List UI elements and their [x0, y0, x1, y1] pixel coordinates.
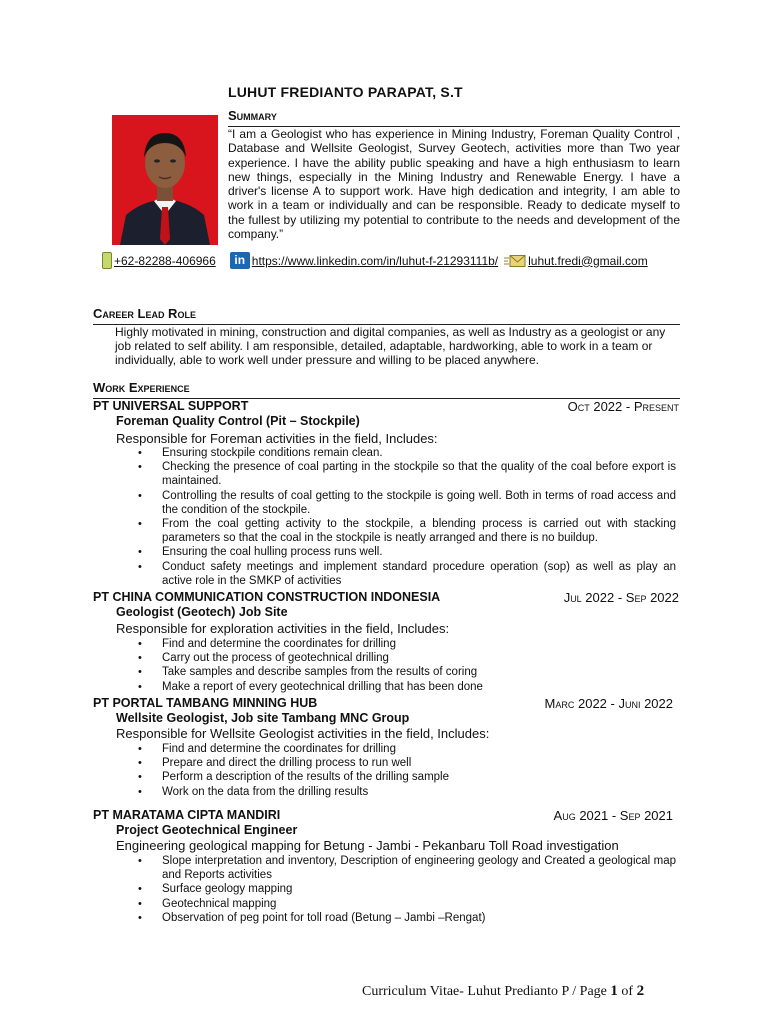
- career-heading: Career Lead Role: [93, 306, 196, 321]
- list-item: • Take samples and describe samples from the results of coring: [116, 665, 676, 679]
- job-date: Oct 2022 - Present: [567, 399, 679, 414]
- linkedin-icon: in: [230, 252, 250, 269]
- list-item: • Make a report of every geotechnical drilling that has been done: [116, 680, 676, 694]
- phone-number[interactable]: +62-82288-406966: [114, 253, 216, 268]
- job-role: Project Geotechnical Engineer: [116, 823, 298, 837]
- job-duties: [116, 854, 676, 925]
- job-role: Wellsite Geologist, Job site Tambang MNC Group: [116, 711, 410, 725]
- page-total: 2: [636, 983, 645, 999]
- job-company: [93, 696, 679, 710]
- list-item: • Perform a description of the results of the drilling sample: [116, 770, 676, 784]
- job-duties: [116, 637, 676, 694]
- job-company: [93, 590, 679, 604]
- phone-icon: [102, 252, 112, 269]
- list-item: • Carry out the process of geotechnical drilling: [116, 651, 676, 665]
- job-responsibility: Engineering geological mapping for Betung - Jambi - Pekanbaru Toll Road investigation: [116, 838, 619, 853]
- company-name: PT MARATAMA CIPTA MANDIRI: [93, 808, 281, 822]
- contact-line: [102, 252, 692, 269]
- summary-heading: Summary: [228, 108, 277, 123]
- page-footer: [362, 983, 644, 1000]
- job-responsibility: Responsible for exploration activities in the field, Includes:: [116, 621, 450, 636]
- job-responsibility: Responsible for Wellsite Geologist activities in the field, Includes:: [116, 726, 490, 741]
- list-item: • Slope interpretation and inventory, Description of engineering geology and Created a geological map and Reports activities: [116, 854, 676, 882]
- job-date: Marc 2022 - Juni 2022: [544, 696, 673, 711]
- list-item: • Prepare and direct the drilling process to run well: [116, 756, 676, 770]
- job-duties: [116, 446, 676, 588]
- company-name: PT CHINA COMMUNICATION CONSTRUCTION INDONESIA: [93, 590, 441, 604]
- list-item: • From the coal getting activity to the stockpile, a blending process is carried out with stacking parameters so that the coal in the stockpile is neatly arranged and there is no buildup.: [116, 517, 676, 545]
- mail-icon: [504, 255, 526, 267]
- job-company: [93, 399, 679, 413]
- list-item: • Conduct safety meetings and implement standard procedure operation (sop) as well as play an active role in the SMKP of activities: [116, 560, 676, 588]
- list-item: • Work on the data from the drilling results: [116, 785, 676, 799]
- list-item: • Ensuring stockpile conditions remain clean.: [116, 446, 676, 460]
- list-item: • Observation of peg point for toll road (Betung – Jambi –Rengat): [116, 911, 676, 925]
- linkedin-link[interactable]: https://www.linkedin.com/in/luhut-f-21293111b/: [251, 253, 499, 268]
- footer-of: of: [617, 984, 637, 999]
- summary-text: “I am a Geologist who has experience in Mining Industry, Foreman Quality Control , Database and Wellsite Geologist, Survey Geotech, activities more than Two year experience. I have the ability public speaking and have a high enthusiasm to learn new things, especially in the Mining Industry and Renewable Energy. I have a driver's license A to support work. Have high dedication and integrity, I am able to work in a team or individually and can be responsible. Ready to dedicate myself to the fullest by utilizing my potential to contribute to the needs and development of the company.”: [228, 127, 680, 242]
- list-item: • Ensuring the coal hulling process runs well.: [116, 545, 676, 559]
- job-duties: [116, 742, 676, 799]
- job-role: Foreman Quality Control (Pit – Stockpile): [116, 414, 360, 428]
- list-item: • Geotechnical mapping: [116, 897, 676, 911]
- list-item: • Find and determine the coordinates for drilling: [116, 742, 676, 756]
- list-item: • Controlling the results of coal getting to the stockpile is going well. Both in terms of road access and the condition of the stockpile.: [116, 489, 676, 517]
- company-name: PT UNIVERSAL SUPPORT: [93, 399, 249, 413]
- job-date: Jul 2022 - Sep 2022: [563, 590, 679, 605]
- job-role: Geologist (Geotech) Job Site: [116, 605, 288, 619]
- candidate-name: LUHUT FREDIANTO PARAPAT, S.T: [228, 84, 463, 100]
- work-heading: Work Experience: [93, 380, 190, 395]
- footer-text: Curriculum Vitae- Luhut Predianto P / Page: [362, 984, 611, 999]
- job-date: Aug 2021 - Sep 2021: [553, 808, 673, 823]
- list-item: • Surface geology mapping: [116, 882, 676, 896]
- page-number: 1: [610, 983, 618, 999]
- career-text: Highly motivated in mining, construction and digital companies, as well as Industry as a geologist or any job related to self ability. I am responsible, detailed, adaptable, hardworking, able to work in a team or individually, able to work well under pressure and willing to be placed anywhere.: [115, 325, 666, 367]
- company-name: PT PORTAL TAMBANG MINNING HUB: [93, 696, 318, 710]
- list-item: • Checking the presence of coal parting in the stockpile so that the quality of the coal before export is maintained.: [116, 460, 676, 488]
- job-responsibility: Responsible for Foreman activities in the field, Includes:: [116, 431, 438, 446]
- email-link[interactable]: luhut.fredi@gmail.com: [528, 253, 648, 268]
- list-item: • Find and determine the coordinates for drilling: [116, 637, 676, 651]
- profile-photo: [112, 115, 218, 245]
- job-company: [93, 808, 679, 822]
